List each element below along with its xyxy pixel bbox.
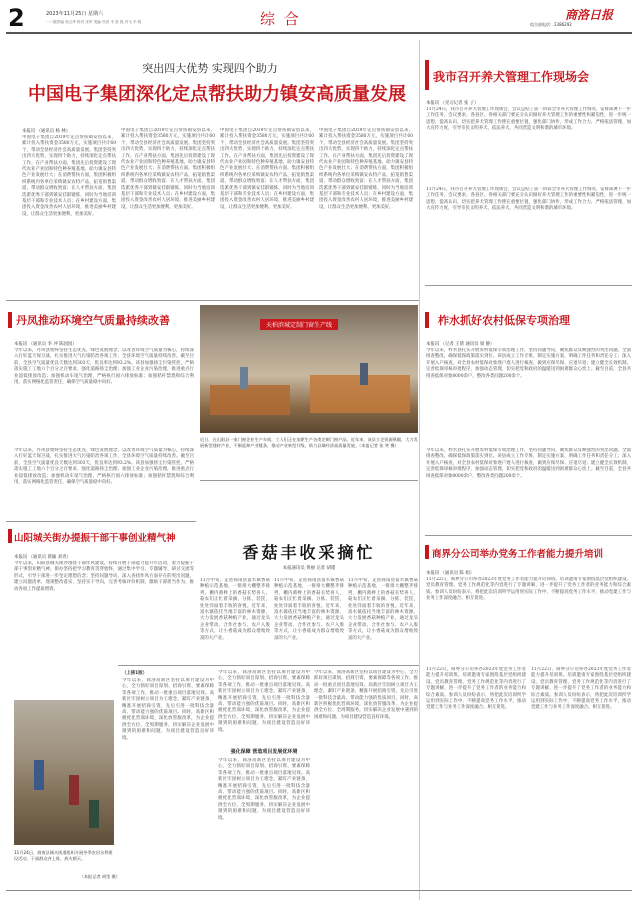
shop-headline: 商界分公司举办党务工作者能力提升培训 <box>432 549 604 560</box>
village-headline: 柞水抓好农村低保专项治理 <box>438 314 570 327</box>
employ-rule-bar <box>8 529 12 543</box>
farm-photo <box>14 700 114 845</box>
masthead-rule <box>6 32 632 34</box>
factory-photo <box>200 305 418 433</box>
air-body-a: 今年以来，丹凤县始终坚持生态优先、绿色发展理念，以改善环境空气质量为核心，持续深入打好蓝天保卫战，扎实推进大气污染防治各项工作，全县环境空气质量持续改善。截至目前，全县空气质量优良天数达到303天，优良率达到93.2%。该县加强扬尘污染管控，严格落实施工工地六个百分之百要求，强化道路扬尘治理；加强工业企业污染治理，推进重点行业超低排放改造；加强机动车尾气治理，严格执行国六排放标准；加强秸秆禁烧和综合利用，落实网格化监管责任，确保空气质量稳中向好。 <box>14 348 194 386</box>
page-number: 2 <box>8 4 25 32</box>
village-rule-bar <box>425 312 429 328</box>
wood-stack-1 <box>210 385 290 415</box>
harvest-body-c: 今年以来，商洛高新区坚持以项目建设为中心，全力抓好项目谋划、招商引资、要素保障等各项工作，推动一批重点项目落地见效。高新区牢固树立项目为王理念，紧盯产业链条，精准开展招商引资，先后引进一批科技含量高、带动能力强的优质项目。同时，高新区积极优化营商环境，深化放管服改革，为企业提供全方位、全周期服务，切实解决企业发展中遇到的困难和问题，为项目建设营造良好环境。 <box>218 758 310 821</box>
meeting-byline: 本报讯 （见习记者 张 子） <box>426 101 479 106</box>
farmer-1 <box>34 760 44 790</box>
employ-byline: 本报讯 （通讯员 蔡颖 刘青） <box>14 555 71 560</box>
harvest-continued: （上接1版） <box>122 671 148 676</box>
lead-body-col2: 中国电子集团自2019年定点帮扶镇安县以来，累计投入帮扶资金3580万元，实施项目共计60个，带动全县经济社会高质量发展。集团坚持突出四大优势，实现四个助力，持续深化定点帮扶工作。在产业帮扶方面，集团先后投资建设了现代农业产业园和特色种养殖基地，助力镇安县特色产业发展壮大；在消费帮扶方面，集团积极组织系统内各单位采购镇安农特产品，拓宽销售渠道，带动群众增收致富；在人才帮扶方面，集团选派优秀干部到镇安挂职锻炼，同时为当地培训基层干部和专业技术人员；在乡村建设方面，集团投入资金改善农村人居环境，推进美丽乡村建设，让群众生活更加便利、更加美好。 <box>121 128 215 210</box>
harvest-headline: 香菇丰收采摘忙 <box>242 543 376 562</box>
meeting-headline: 我市召开养犬管理工作现场会 <box>433 70 590 84</box>
shop-byline: 本报讯 （通讯员 陈 娟） <box>426 571 475 576</box>
rule-village <box>425 535 632 536</box>
harvest-body-a: 今年以来，商洛高新区坚持以项目建设为中心，全力抓好项目谋划、招商引资、要素保障等各项工作，推动一批重点项目落地见效。高新区牢固树立项目为王理念，紧盯产业链条，精准开展招商引资，先后引进一批科技含量高、带动能力强的优质项目。同时，高新区积极优化营商环境，深化放管服改革，为企业提供全方位、全周期服务，切实解决企业发展中遇到的困难和问题，为项目建设营造良好环境。 <box>122 678 214 741</box>
village-byline: 本报讯 （记者 王倩 通讯员 梁 静） <box>426 342 495 347</box>
farm-credit: （本报记者 胡莹 摄） <box>79 874 120 879</box>
harvest-lead-b: 11月中旬，走进商南县富水镇香菇种植示范基地，一排排大棚整齐排列，棚内菌棒上的香菇长势喜人，菇农们正忙着采摘、分拣、装筐，处处洋溢着丰收的喜悦。近年来，富水镇依托当地丰富的林木资源，大力发展香菇种植产业，通过龙头企业带动、合作社参与、农户入股等方式，让小香菇成为群众增收致富的大产业。 <box>274 578 344 641</box>
shop-rule-bar <box>425 545 429 559</box>
worker-2 <box>360 363 368 385</box>
harvest-lead-c: 11月中旬，走进商南县富水镇香菇种植示范基地，一排排大棚整齐排列，棚内菌棒上的香菇长势喜人，菇农们正忙着采摘、分拣、装筐，处处洋溢着丰收的喜悦。近年来，富水镇依托当地丰富的林木资源，大力发展香菇种植产业，通过龙头企业带动、合作社参与、农户入股等方式，让小香菇成为群众增收致富的大产业。 <box>348 578 418 641</box>
harvest-subhead: 强化保障 营造项目发展优环境 <box>230 749 298 755</box>
footer-rule <box>6 890 632 891</box>
employ-body: 今年以来，山阳县城关街办围绕干部作风建设，持续开展干部能力提升年活动，着力提振干部干事创业精气神。街办坚持把学习教育贯穿始终，通过集中学习、专题辅导、研讨交流等形式，引导干部进一步坚定理想信念；坚持问题导向，深入查找作风方面存在的突出问题，建立问题清单，逐项整改落实；坚持实干导向，完善考核评价机制，激励干部担当作为，推动各项工作提质增效。 <box>14 561 194 592</box>
col-rule <box>419 40 420 900</box>
page-date: 2023年11月25日 星期六 <box>46 11 104 17</box>
lead-byline: 本报讯 （通讯员 杨 林） <box>22 129 71 134</box>
shop-body-b: 11月22日，商界分公司举办2023年度党务工作者能力提升培训班。培训邀请专家围绕基层党组织建设、党员教育管理、党务工作规范化等内容进行了专题讲解，进一步提升了党务工作者的业务能力和综合素质。参训人员纷纷表示，将把此次培训所学运用到实际工作中，不断提高党务工作水平，推动党建工作与业务工作深度融合、相互促进。 <box>426 667 526 711</box>
rule-meeting <box>425 285 632 286</box>
factory-caption: 近日，在山阳县一家门窗企业生产车间，工人们正在加紧生产各类定制门窗产品。近年来，该县立足资源禀赋，大力发展新型建材产业，不断延伸产业链条，推动产业转型升级，助力县域经济高质量发展。（本报记者 张 笑 摄） <box>200 437 418 448</box>
lead-body-col3: 中国电子集团自2019年定点帮扶镇安县以来，累计投入帮扶资金3580万元，实施项目共计60个，带动全县经济社会高质量发展。集团坚持突出四大优势，实现四个助力，持续深化定点帮扶工作。在产业帮扶方面，集团先后投资建设了现代农业产业园和特色种养殖基地，助力镇安县特色产业发展壮大；在消费帮扶方面，集团积极组织系统内各单位采购镇安农特产品，拓宽销售渠道，带动群众增收致富；在人才帮扶方面，集团选派优秀干部到镇安挂职锻炼，同时为当地培训基层干部和专业技术人员；在乡村建设方面，集团投入资金改善农村人居环境，推进美丽乡村建设，让群众生活更加便利、更加美好。 <box>220 128 314 210</box>
employ-headline: 山阳城关街办提振干部干事创业精气神 <box>14 533 176 544</box>
section-title: 综 合 <box>260 10 301 28</box>
lead-body-col1: 中国电子集团自2019年定点帮扶镇安县以来，累计投入帮扶资金3580万元，实施项目共计60个，带动全县经济社会高质量发展。集团坚持突出四大优势，实现四个助力，持续深化定点帮扶工作。在产业帮扶方面，集团先后投资建设了现代农业产业园和特色种养殖基地，助力镇安县特色产业发展壮大；在消费帮扶方面，集团积极组织系统内各单位采购镇安农特产品，拓宽销售渠道，带动群众增收致富；在人才帮扶方面，集团选派优秀干部到镇安挂职锻炼，同时为当地培训基层干部和专业技术人员；在乡村建设方面，集团投入资金改善农村人居环境，推进美丽乡村建设，让群众生活更加便利、更加美好。 <box>22 135 116 217</box>
meeting-body-b: 11月24日，我市召开养犬管理工作现场会，会议总结了前一阶段全市养犬管理工作情况，安排部署下一步工作任务。会议要求，各县区、各相关部门要充分认识做好养犬管理工作的重要性和紧迫性，进一步统一思想，提高认识，切实把养犬管理工作摆在重要位置，强化部门协作，形成工作合力，严格依法管理，加大宣传力度，引导市民文明养犬、依法养犬，共同营造文明和谐的城市环境。 <box>426 187 631 212</box>
shop-body-a: 11月22日，商界分公司举办2023年度党务工作者能力提升培训班。培训邀请专家围绕基层党组织建设、党员教育管理、党务工作规范化等内容进行了专题讲解，进一步提升了党务工作者的业务能力和综合素质。参训人员纷纷表示，将把此次培训所学运用到实际工作中，不断提高党务工作水平，推动党建工作与业务工作深度融合、相互促进。 <box>426 577 631 602</box>
harvest-byline: 本报通讯员 黄丽 记者 胡瑾 <box>282 566 336 571</box>
farmer-2 <box>69 775 79 805</box>
rule-harvest <box>118 665 419 666</box>
harvest-body-b: 今年以来，商洛高新区坚持以项目建设为中心，全力抓好项目谋划、招商引资、要素保障等各项工作，推动一批重点项目落地见效。高新区牢固树立项目为王理念，紧盯产业链条，精准开展招商引资，先后引进一批科技含量高、带动能力强的优质项目。同时，高新区积极优化营商环境，深化放管服改革，为企业提供全方位、全周期服务，切实解决企业发展中遇到的困难和问题，为项目建设营造良好环境。 <box>218 670 310 733</box>
lead-kicker: 突出四大优势 实现四个助力 <box>142 62 278 75</box>
farm-caption: 11月24日，商南县城关街道组织开展冬季农田水利建设活动，干部群众齐上阵，热火朝天。 <box>14 850 113 861</box>
editor-line: 综合部电话：2386292 <box>530 22 572 27</box>
worker-1 <box>240 367 248 389</box>
meeting-body-a: 11月24日，我市召开养犬管理工作现场会，会议总结了前一阶段全市养犬管理工作情况，安排部署下一步工作任务。会议要求，各县区、各相关部门要充分认识做好养犬管理工作的重要性和紧迫性，进一步统一思想，提高认识，切实把养犬管理工作摆在重要位置，强化部门协作，形成工作合力，严格依法管理，加大宣传力度，引导市民文明养犬、依法养犬，共同营造文明和谐的城市环境。 <box>426 107 631 132</box>
air-byline: 本报讯 （通讯员 李 冲 陈园园） <box>14 342 77 347</box>
sub-info: 一二版责编 尚文华 校对 宋军 美编 冯世 韦 张 段 冯飞 平 明 <box>46 20 142 24</box>
rule-lead <box>6 300 419 301</box>
harvest-lead-a: 11月中旬，走进商南县富水镇香菇种植示范基地，一排排大棚整齐排列，棚内菌棒上的香菇长势喜人，菇农们正忙着采摘、分拣、装筐，处处洋溢着丰收的喜悦。近年来，富水镇依托当地丰富的林木资源，大力发展香菇种植产业，通过龙头企业带动、合作社参与、农户入股等方式，让小香菇成为群众增收致富的大产业。 <box>200 578 270 641</box>
shop-body-c: 11月22日，商界分公司举办2023年度党务工作者能力提升培训班。培训邀请专家围绕基层党组织建设、党员教育管理、党务工作规范化等内容进行了专题讲解，进一步提升了党务工作者的业务能力和综合素质。参训人员纷纷表示，将把此次培训所学运用到实际工作中，不断提高党务工作水平，推动党建工作与业务工作深度融合、相互促进。 <box>531 667 631 711</box>
air-body-b: 今年以来，丹凤县始终坚持生态优先、绿色发展理念，以改善环境空气质量为核心，持续深入打好蓝天保卫战，扎实推进大气污染防治各项工作，全县环境空气质量持续改善。截至目前，全县空气质量优良天数达到303天，优良率达到93.2%。该县加强扬尘污染管控，严格落实施工工地六个百分之百要求，强化道路扬尘治理；加强工业企业污染治理，推进重点行业超低排放改造；加强机动车尾气治理，严格执行国六排放标准；加强秸秆禁烧和综合利用，落实网格化监管责任，确保空气质量稳中向好。 <box>14 448 194 486</box>
air-rule-bar <box>8 312 12 328</box>
village-body-a: 今年以来，柞水县扎实开展农村低保专项治理工作，坚持问题导向，聚焦群众反映强烈的突出问题，全面排查整改，确保低保政策落实到位。该县成立工作专班，制定实施方案，明确工作任务和责任分工；深入开展入户核查，对全县农村低保对象逐户逐人进行核查，做到应保尽保、应退尽退；建立健全长效机制，完善低保审核审批程序，加强动态管理，切实把党和政府的温暖送到困难群众心坎上。截至目前，全县共排查低保对象8000余户，整改各类问题200余个。 <box>426 348 631 379</box>
factory-banner: 天柏滨城定制门窗生产线 <box>260 319 338 330</box>
meeting-rule <box>425 60 429 90</box>
farmer-3 <box>89 800 99 828</box>
lead-body-col4: 中国电子集团自2019年定点帮扶镇安县以来，累计投入帮扶资金3580万元，实施项目共计60个，带动全县经济社会高质量发展。集团坚持突出四大优势，实现四个助力，持续深化定点帮扶工作。在产业帮扶方面，集团先后投资建设了现代农业产业园和特色种养殖基地，助力镇安县特色产业发展壮大；在消费帮扶方面，集团积极组织系统内各单位采购镇安农特产品，拓宽销售渠道，带动群众增收致富；在人才帮扶方面，集团选派优秀干部到镇安挂职锻炼，同时为当地培训基层干部和专业技术人员；在乡村建设方面，集团投入资金改善农村人居环境，推进美丽乡村建设，让群众生活更加便利、更加美好。 <box>319 128 413 210</box>
village-body-b: 今年以来，柞水县扎实开展农村低保专项治理工作，坚持问题导向，聚焦群众反映强烈的突出问题，全面排查整改，确保低保政策落实到位。该县成立工作专班，制定实施方案，明确工作任务和责任分工；深入开展入户核查，对全县农村低保对象逐户逐人进行核查，做到应保尽保、应退尽退；建立健全长效机制，完善低保审核审批程序，加强动态管理，切实把党和政府的温暖送到困难群众心坎上。截至目前，全县共排查低保对象8000余户，整改各类问题200余个。 <box>426 448 631 479</box>
harvest-body-d: 今年以来，商洛高新区坚持以项目建设为中心，全力抓好项目谋划、招商引资、要素保障等各项工作，推动一批重点项目落地见效。高新区牢固树立项目为王理念，紧盯产业链条，精准开展招商引资，先后引进一批科技含量高、带动能力强的优质项目。同时，高新区积极优化营商环境，深化放管服改革，为企业提供全方位、全周期服务，切实解决企业发展中遇到的困难和问题，为项目建设营造良好环境。 <box>314 670 418 720</box>
lead-headline: 中国电子集团深化定点帮扶助力镇安高质量发展 <box>28 84 406 105</box>
rule-photo <box>200 480 418 481</box>
rule-air <box>6 521 196 522</box>
brand-logo: 商洛日报 <box>565 8 614 22</box>
air-headline: 丹凤推动环境空气质量持续改善 <box>16 314 170 327</box>
